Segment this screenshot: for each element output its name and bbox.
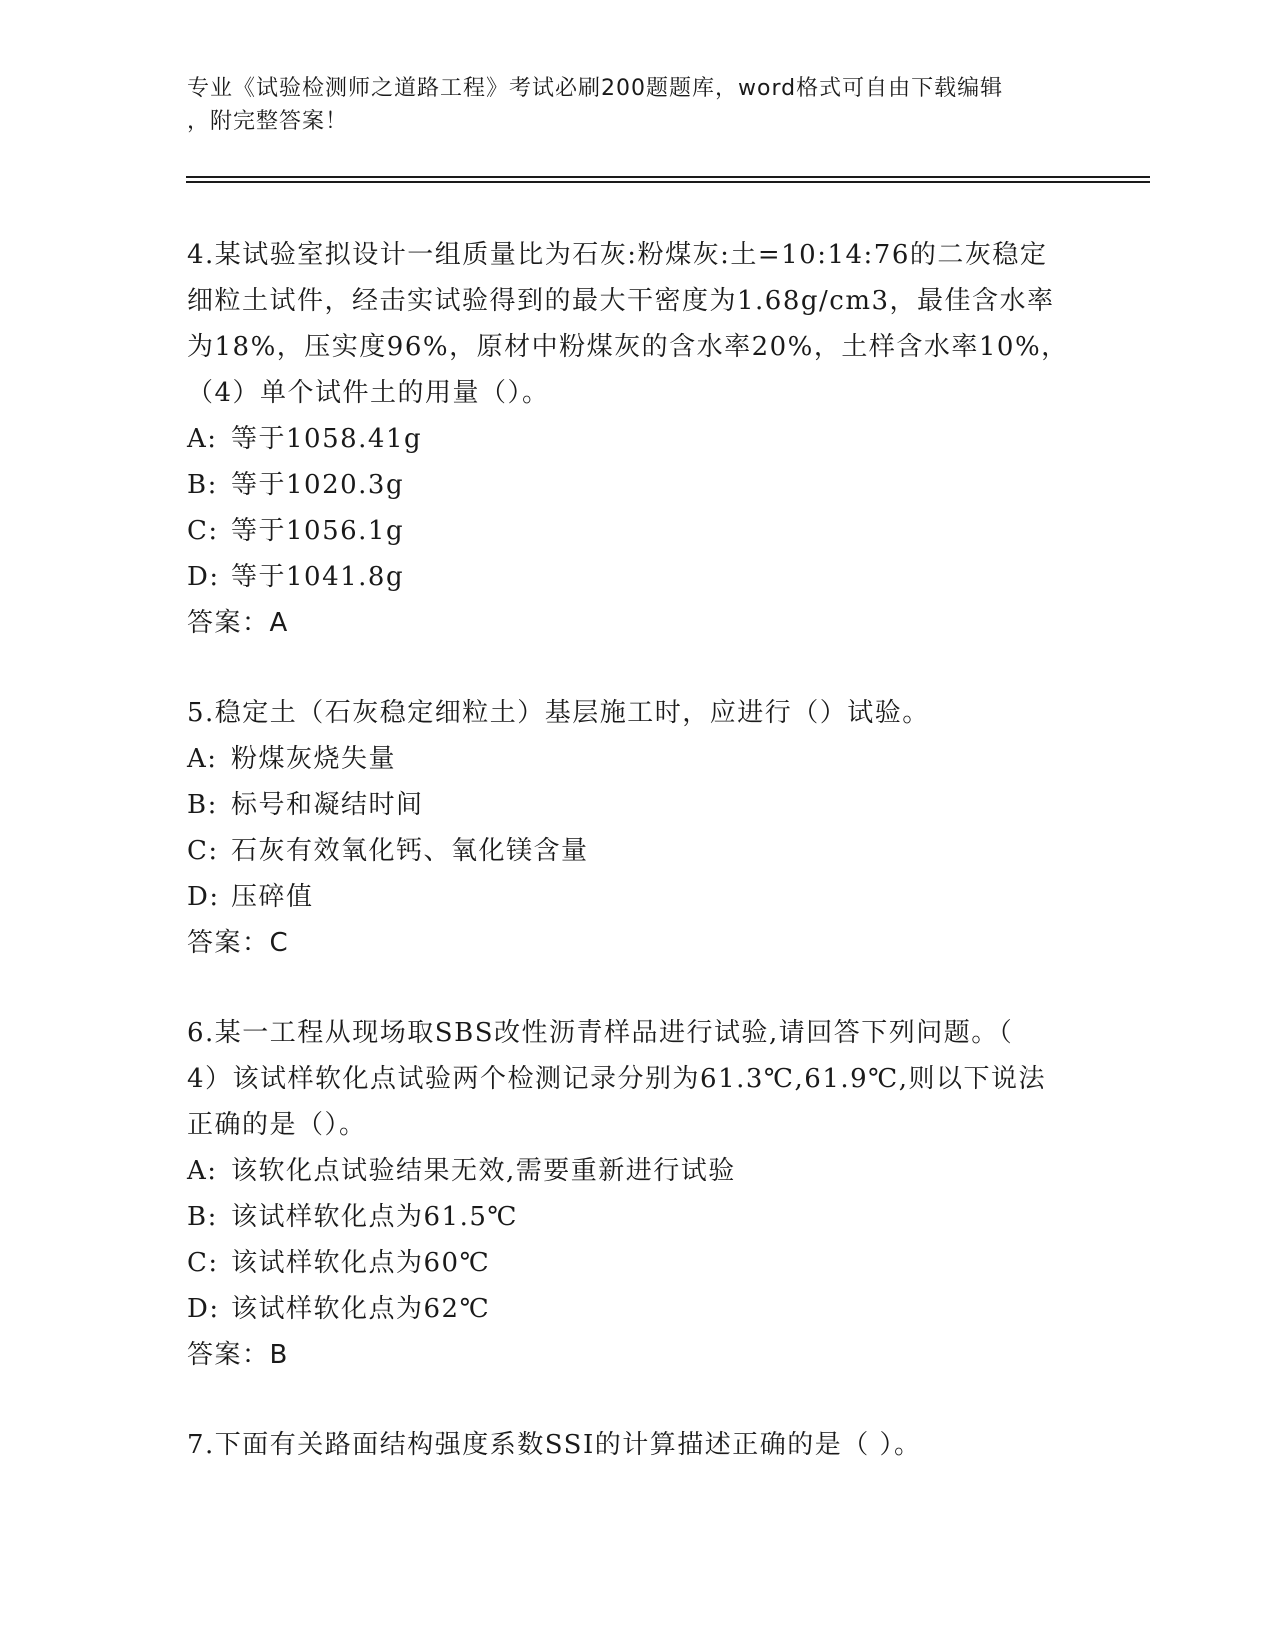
option-c [187,828,1087,874]
question-list [187,232,1087,1468]
option-b [187,462,1087,508]
option-letter: B: [187,470,218,500]
option-c [187,1240,1087,1286]
document-header [187,72,1087,138]
header-line-1: 专业《试验检测师之道路工程》考试必刷200题题库，word格式可自由下载编辑 [187,76,1004,101]
question-4 [187,232,1087,646]
question-text-line: 正确的是（）。 [187,1110,367,1140]
option-letter: D: [187,1294,220,1324]
question-6 [187,1010,1087,1378]
header-divider-top [186,176,1150,178]
option-d [187,874,1087,920]
question-text-line: 细粒土试件，经击实试验得到的最大干密度为1.68g/cm3，最佳含水率 [187,286,1055,316]
option-text: 该试样软化点为61.5℃ [231,1202,518,1232]
option-text: 该试样软化点为60℃ [231,1248,491,1278]
option-letter: D: [187,562,220,592]
question-spacer [187,1378,1087,1422]
option-text: 等于1041.8g [231,562,405,592]
option-b [187,782,1087,828]
answer-line: 答案：C [187,928,290,958]
option-a [187,1148,1087,1194]
question-text-line: 7.下面有关路面结构强度系数SSI的计算描述正确的是（ ）。 [187,1430,922,1460]
option-d [187,554,1087,600]
question-text-line: 6.某一工程从现场取SBS改性沥青样品进行试验,请回答下列问题。（ [187,1018,1014,1048]
option-letter: C: [187,836,219,866]
option-text: 等于1020.3g [231,470,405,500]
header-line-2: ，附完整答案！ [187,109,349,134]
option-letter: A: [187,1156,218,1186]
option-text: 等于1058.41g [231,424,423,454]
option-text: 该软化点试验结果无效,需要重新进行试验 [231,1156,736,1186]
header-divider-bottom [186,181,1150,183]
option-text: 等于1056.1g [231,516,405,546]
question-7 [187,1422,1087,1468]
option-b [187,1194,1087,1240]
option-c [187,508,1087,554]
option-letter: D: [187,882,220,912]
question-5 [187,690,1087,966]
option-letter: C: [187,516,219,546]
question-text-line: 5.稳定土（石灰稳定细粒土）基层施工时，应进行（）试验。 [187,698,930,728]
option-letter: C: [187,1248,219,1278]
option-a [187,736,1087,782]
option-text: 标号和凝结时间 [231,790,424,820]
answer-line: 答案：B [187,1340,289,1370]
option-letter: A: [187,744,218,774]
option-a [187,416,1087,462]
option-letter: B: [187,1202,218,1232]
question-text-line: 4）该试样软化点试验两个检测记录分别为61.3℃,61.9℃,则以下说法 [187,1064,1047,1094]
question-text-line: 4.某试验室拟设计一组质量比为石灰:粉煤灰:土=10:14:76的二灰稳定 [187,240,1048,270]
question-spacer [187,966,1087,1010]
option-letter: B: [187,790,218,820]
question-text-line: 为18%，压实度96%，原材中粉煤灰的含水率20%，土样含水率10%， [187,332,1069,362]
option-text: 石灰有效氧化钙、氧化镁含量 [231,836,589,866]
question-spacer [187,646,1087,690]
option-text: 压碎值 [231,882,314,912]
option-text: 粉煤灰烧失量 [231,744,397,774]
option-d [187,1286,1087,1332]
answer-line: 答案：A [187,608,289,638]
option-text: 该试样软化点为62℃ [231,1294,491,1324]
option-letter: A: [187,424,218,454]
question-text-line: （4）单个试件土的用量（）。 [187,378,550,408]
